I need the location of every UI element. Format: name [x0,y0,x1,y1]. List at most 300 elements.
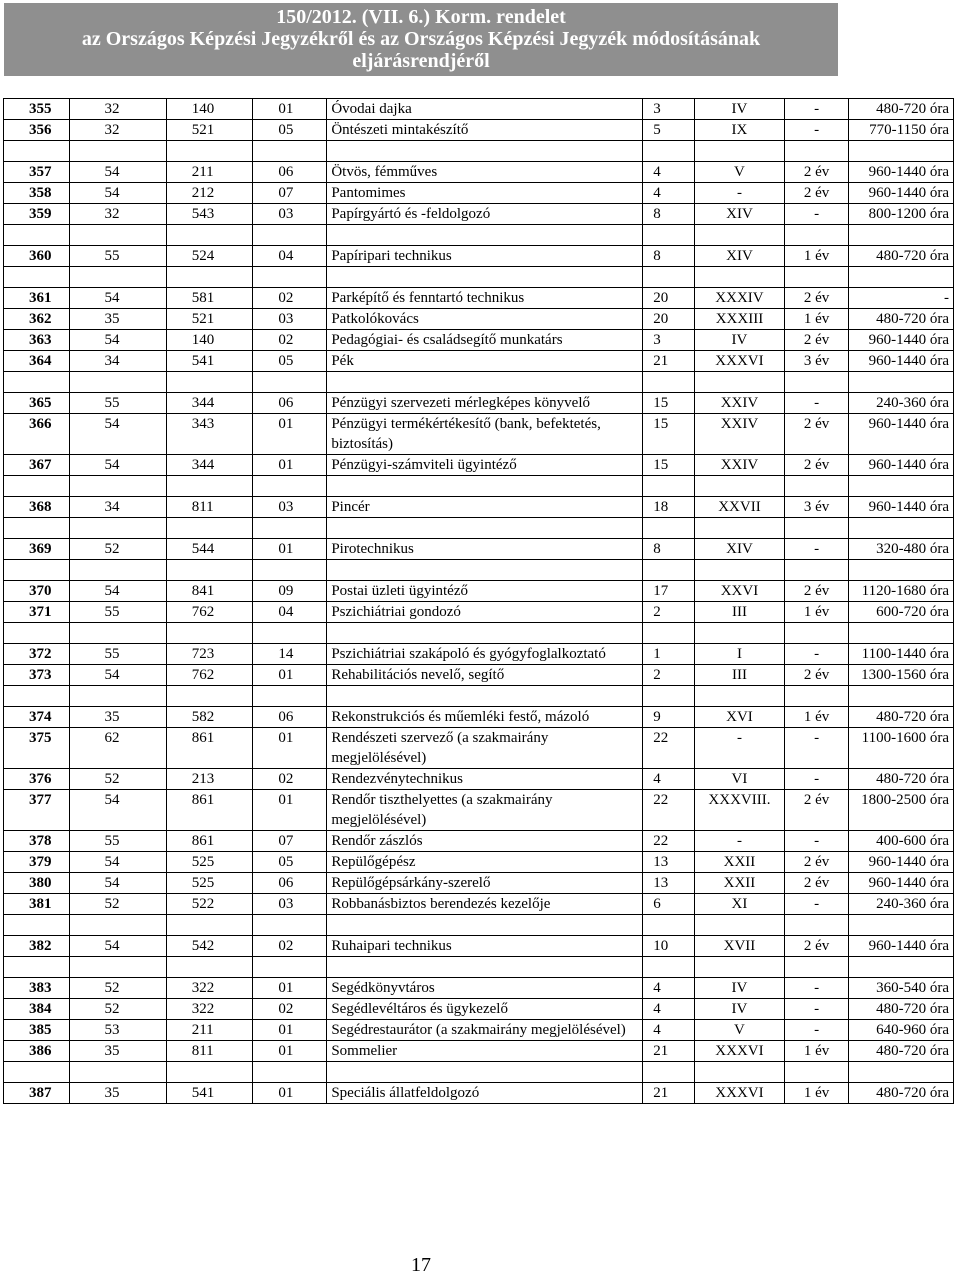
qualification-table [3,98,954,1104]
code-part-3: 02 [253,936,327,957]
header-title: 150/2012. (VII. 6.) Korm. rendelet [276,6,566,28]
empty-cell [784,225,848,246]
row-number: 372 [4,644,70,665]
training-years: - [784,1020,848,1041]
scope-code: XIV [695,246,785,267]
empty-cell [327,623,643,644]
row-number: 370 [4,581,70,602]
code-part-3: 05 [253,852,327,873]
code-part-1: 54 [69,936,166,957]
qualification-name: Rendőr tiszthelyettes (a szakmairány megjelölésével) [327,790,643,831]
scope-code: XVI [695,707,785,728]
spacer-row [4,560,954,581]
empty-cell [695,560,785,581]
training-hours: 1100-1440 óra [849,644,954,665]
qualification-name: Ötvös, fémműves [327,162,643,183]
empty-cell [253,267,327,288]
code-part-2: 544 [166,539,253,560]
empty-cell [69,686,166,707]
table-row [4,852,954,873]
training-hours: 480-720 óra [849,1041,954,1062]
code-part-1: 53 [69,1020,166,1041]
code-part-2: 344 [166,393,253,414]
empty-cell [643,560,695,581]
spacer-row [4,623,954,644]
code-part-3: 03 [253,894,327,915]
code-part-3: 07 [253,831,327,852]
training-hours: 1100-1600 óra [849,728,954,769]
code-part-2: 811 [166,497,253,518]
empty-cell [166,957,253,978]
empty-cell [253,560,327,581]
empty-cell [849,372,954,393]
code-part-1: 54 [69,455,166,476]
empty-cell [643,372,695,393]
empty-cell [695,915,785,936]
row-number: 387 [4,1083,70,1104]
qualification-name: Pénzügyi-számviteli ügyintéző [327,455,643,476]
code-part-2: 541 [166,351,253,372]
row-number: 369 [4,539,70,560]
training-hours: 360-540 óra [849,978,954,999]
empty-cell [69,623,166,644]
code-part-1: 34 [69,497,166,518]
code-part-1: 54 [69,665,166,686]
empty-cell [4,225,70,246]
empty-cell [4,560,70,581]
empty-cell [695,1062,785,1083]
empty-cell [69,476,166,497]
table-row [4,831,954,852]
empty-cell [643,518,695,539]
code-part-3: 06 [253,707,327,728]
training-hours: 400-600 óra [849,831,954,852]
level-code: 2 [643,665,695,686]
table-row [4,539,954,560]
empty-cell [327,686,643,707]
scope-code: XXII [695,873,785,894]
code-part-2: 841 [166,581,253,602]
table-row [4,99,954,120]
code-part-2: 762 [166,602,253,623]
scope-code: XI [695,894,785,915]
training-hours: 1300-1560 óra [849,665,954,686]
scope-code: III [695,602,785,623]
level-code: 22 [643,831,695,852]
code-part-1: 35 [69,1083,166,1104]
row-number: 377 [4,790,70,831]
training-years: 2 év [784,455,848,476]
level-code: 4 [643,183,695,204]
empty-cell [327,476,643,497]
empty-cell [849,518,954,539]
table-row [4,665,954,686]
code-part-1: 35 [69,309,166,330]
empty-cell [849,225,954,246]
empty-cell [4,1062,70,1083]
empty-cell [784,141,848,162]
table-row [4,455,954,476]
spacer-row [4,225,954,246]
scope-code: XXXVI [695,351,785,372]
table-row [4,894,954,915]
training-years: - [784,999,848,1020]
scope-code: IV [695,99,785,120]
empty-cell [327,141,643,162]
code-part-2: 541 [166,1083,253,1104]
code-part-3: 03 [253,204,327,225]
scope-code: - [695,728,785,769]
code-part-2: 811 [166,1041,253,1062]
code-part-2: 211 [166,162,253,183]
scope-code: XXVI [695,581,785,602]
scope-code: XVII [695,936,785,957]
scope-code: XXII [695,852,785,873]
empty-cell [784,372,848,393]
level-code: 18 [643,497,695,518]
training-years: 2 év [784,288,848,309]
row-number: 357 [4,162,70,183]
training-years: - [784,204,848,225]
training-years: 1 év [784,309,848,330]
spacer-row [4,476,954,497]
table-row [4,602,954,623]
level-code: 4 [643,978,695,999]
code-part-1: 54 [69,330,166,351]
empty-cell [69,1062,166,1083]
empty-cell [4,957,70,978]
table-row [4,1020,954,1041]
row-number: 383 [4,978,70,999]
level-code: 13 [643,852,695,873]
row-number: 386 [4,1041,70,1062]
empty-cell [643,1062,695,1083]
code-part-3: 02 [253,999,327,1020]
scope-code: XXXVI [695,1083,785,1104]
level-code: 8 [643,246,695,267]
training-years: - [784,120,848,141]
spacer-row [4,957,954,978]
code-part-2: 542 [166,936,253,957]
code-part-1: 55 [69,393,166,414]
table-row [4,183,954,204]
code-part-1: 54 [69,183,166,204]
empty-cell [327,1062,643,1083]
training-years: - [784,769,848,790]
code-part-2: 525 [166,852,253,873]
empty-cell [166,686,253,707]
table-row [4,120,954,141]
code-part-3: 01 [253,1041,327,1062]
code-part-3: 01 [253,1083,327,1104]
code-part-1: 32 [69,204,166,225]
level-code: 8 [643,539,695,560]
empty-cell [643,141,695,162]
scope-code: - [695,831,785,852]
empty-cell [253,686,327,707]
empty-cell [784,560,848,581]
qualification-name: Robbanásbiztos berendezés kezelője [327,894,643,915]
code-part-3: 01 [253,99,327,120]
training-years: 3 év [784,497,848,518]
row-number: 363 [4,330,70,351]
level-code: 22 [643,728,695,769]
scope-code: - [695,183,785,204]
code-part-2: 140 [166,99,253,120]
code-part-2: 140 [166,330,253,351]
row-number: 375 [4,728,70,769]
empty-cell [4,686,70,707]
code-part-3: 04 [253,602,327,623]
empty-cell [166,1062,253,1083]
row-number: 371 [4,602,70,623]
code-part-3: 02 [253,769,327,790]
code-part-3: 01 [253,455,327,476]
row-number: 359 [4,204,70,225]
empty-cell [4,267,70,288]
training-hours: 480-720 óra [849,1083,954,1104]
empty-cell [166,623,253,644]
level-code: 9 [643,707,695,728]
qualification-name: Pszichiátriai gondozó [327,602,643,623]
scope-code: XXXIV [695,288,785,309]
empty-cell [166,267,253,288]
empty-cell [849,141,954,162]
qualification-name: Papírgyártó és -feldolgozó [327,204,643,225]
empty-cell [849,560,954,581]
code-part-3: 06 [253,873,327,894]
code-part-1: 55 [69,644,166,665]
code-part-2: 343 [166,414,253,455]
table-row [4,1083,954,1104]
table-row [4,393,954,414]
code-part-1: 54 [69,162,166,183]
table-row [4,999,954,1020]
code-part-1: 55 [69,246,166,267]
empty-cell [784,476,848,497]
level-code: 15 [643,393,695,414]
row-number: 384 [4,999,70,1020]
code-part-1: 32 [69,99,166,120]
qualification-table-body [4,99,954,1104]
code-part-2: 762 [166,665,253,686]
code-part-3: 04 [253,246,327,267]
training-hours: 480-720 óra [849,769,954,790]
scope-code: IV [695,999,785,1020]
row-number: 367 [4,455,70,476]
code-part-3: 01 [253,414,327,455]
training-hours: 960-1440 óra [849,852,954,873]
empty-cell [849,623,954,644]
row-number: 360 [4,246,70,267]
spacer-row [4,141,954,162]
code-part-3: 09 [253,581,327,602]
code-part-1: 54 [69,790,166,831]
code-part-2: 213 [166,769,253,790]
level-code: 21 [643,351,695,372]
training-years: 2 év [784,183,848,204]
empty-cell [643,915,695,936]
empty-cell [166,476,253,497]
code-part-3: 06 [253,393,327,414]
training-hours: 960-1440 óra [849,455,954,476]
level-code: 8 [643,204,695,225]
training-hours: 770-1150 óra [849,120,954,141]
empty-cell [643,476,695,497]
training-years: 2 év [784,414,848,455]
table-row [4,414,954,455]
training-hours: 960-1440 óra [849,936,954,957]
training-hours: 240-360 óra [849,393,954,414]
code-part-2: 582 [166,707,253,728]
qualification-name: Pincér [327,497,643,518]
empty-cell [695,372,785,393]
level-code: 17 [643,581,695,602]
row-number: 381 [4,894,70,915]
empty-cell [166,518,253,539]
training-hours: 640-960 óra [849,1020,954,1041]
table-row [4,309,954,330]
row-number: 382 [4,936,70,957]
empty-cell [849,1062,954,1083]
empty-cell [849,686,954,707]
training-years: 1 év [784,1083,848,1104]
header-subtitle: az Országos Képzési Jegyzékről és az Országos Képzési Jegyzék módosításának [81,28,761,50]
empty-cell [695,267,785,288]
qualification-name: Rendészeti szervező (a szakmairány megjelölésével) [327,728,643,769]
empty-cell [4,372,70,393]
spacer-row [4,372,954,393]
spacer-row [4,915,954,936]
empty-cell [69,957,166,978]
qualification-name: Postai üzleti ügyintéző [327,581,643,602]
training-hours: 800-1200 óra [849,204,954,225]
empty-cell [166,915,253,936]
qualification-name: Pénzügyi termékértékesítő (bank, befektetés, biztosítás) [327,414,643,455]
code-part-3: 05 [253,120,327,141]
table-row [4,162,954,183]
training-years: - [784,644,848,665]
qualification-name: Segédkönyvtáros [327,978,643,999]
code-part-3: 06 [253,162,327,183]
empty-cell [327,372,643,393]
table-row [4,790,954,831]
training-years: - [784,99,848,120]
level-code: 6 [643,894,695,915]
code-part-1: 55 [69,602,166,623]
empty-cell [166,225,253,246]
training-years: 1 év [784,246,848,267]
scope-code: V [695,162,785,183]
table-row [4,707,954,728]
code-part-1: 54 [69,581,166,602]
empty-cell [4,623,70,644]
level-code: 21 [643,1041,695,1062]
empty-cell [69,560,166,581]
spacer-row [4,267,954,288]
code-part-3: 07 [253,183,327,204]
code-part-2: 723 [166,644,253,665]
scope-code: IV [695,978,785,999]
table-row [4,581,954,602]
table-row [4,769,954,790]
row-number: 373 [4,665,70,686]
qualification-name: Parképítő és fenntartó technikus [327,288,643,309]
empty-cell [849,957,954,978]
scope-code: V [695,1020,785,1041]
training-years: 3 év [784,351,848,372]
training-hours: 480-720 óra [849,99,954,120]
training-hours: 600-720 óra [849,602,954,623]
code-part-1: 54 [69,873,166,894]
code-part-1: 32 [69,120,166,141]
qualification-name: Pirotechnikus [327,539,643,560]
code-part-3: 03 [253,497,327,518]
empty-cell [784,518,848,539]
empty-cell [849,915,954,936]
code-part-2: 581 [166,288,253,309]
empty-cell [69,267,166,288]
training-hours: 480-720 óra [849,309,954,330]
empty-cell [327,560,643,581]
level-code: 13 [643,873,695,894]
code-part-2: 212 [166,183,253,204]
training-years: 1 év [784,707,848,728]
training-hours: 480-720 óra [849,707,954,728]
training-hours: - [849,288,954,309]
code-part-1: 55 [69,831,166,852]
level-code: 20 [643,309,695,330]
code-part-1: 54 [69,288,166,309]
empty-cell [784,686,848,707]
code-part-1: 62 [69,728,166,769]
level-code: 4 [643,1020,695,1041]
row-number: 374 [4,707,70,728]
empty-cell [695,686,785,707]
table-row [4,330,954,351]
empty-cell [69,372,166,393]
empty-cell [253,141,327,162]
scope-code: XXXVIII. [695,790,785,831]
table-row [4,978,954,999]
level-code: 4 [643,162,695,183]
table-row [4,288,954,309]
scope-code: IV [695,330,785,351]
row-number: 364 [4,351,70,372]
qualification-name: Rekonstrukciós és műemléki festő, mázoló [327,707,643,728]
code-part-3: 02 [253,288,327,309]
empty-cell [166,560,253,581]
level-code: 3 [643,330,695,351]
empty-cell [849,267,954,288]
empty-cell [643,225,695,246]
code-part-3: 01 [253,665,327,686]
level-code: 4 [643,769,695,790]
qualification-name: Segédrestaurátor (a szakmairány megjelölésével) [327,1020,643,1041]
code-part-2: 861 [166,790,253,831]
code-part-2: 322 [166,978,253,999]
empty-cell [695,476,785,497]
code-part-1: 35 [69,1041,166,1062]
level-code: 3 [643,99,695,120]
spacer-row [4,518,954,539]
training-hours: 1120-1680 óra [849,581,954,602]
qualification-name: Rendezvénytechnikus [327,769,643,790]
training-years: 1 év [784,602,848,623]
empty-cell [4,476,70,497]
code-part-1: 52 [69,978,166,999]
code-part-2: 522 [166,894,253,915]
